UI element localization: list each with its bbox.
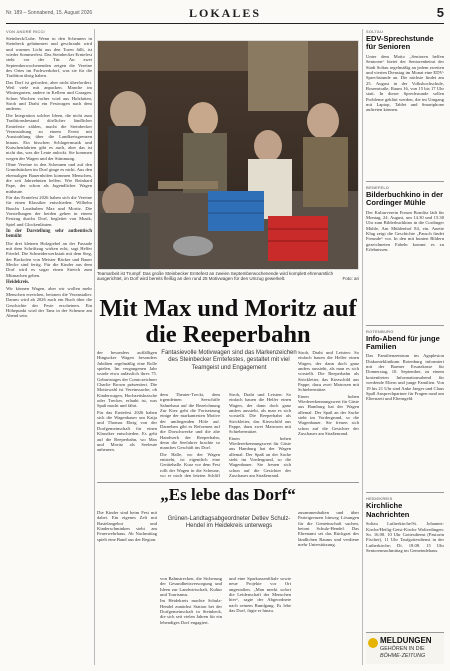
- story-paragraph: dem Theater-Trecki, dem irgendeinen Seeschiffe Sahnehaut auf die Bezeichnung Zur Kiez geht die Fortsetzung einige der markantesten Motive der umliegenden Höfe auf. Darneben gibt es Reformen auf die Dorschwerke und die alte Handwerk der Reeperbahn, denn die Seefahrer brachte so manches Geschäft ins Dorf.: [160, 392, 220, 451]
- story-paragraph: Die Halle, wo der Wagen entsteht, ist eigentlich eine Gerätehalle. Kurz vor dem Fest rollt der Wagen in die Scheune, wo er noch den letzten Schliff: [160, 451, 220, 479]
- main-story-col-1: [97, 350, 157, 480]
- issue-date: Nr. 189 – Sonnabend, 15. August 2026: [6, 10, 93, 16]
- meldungen-title: MELDUNGEN: [380, 636, 432, 645]
- caption-text: Teamarbeit ist Trumpf: Das große Steinbecker Erntefest an zweien Septemberwochenende wird komplett ehrenamtlich ausgerichtet, im Dorf wird bereits fleißig an den rund 25 Motivwagen für den Umzug gewerkelt.: [97, 271, 334, 282]
- second-story-col-3: [298, 510, 359, 666]
- brief-text: Soltau Lutherkirche/St. Johannis-Kirche/Heilig-Geist-Kirche Wolterdingen: So. 16.08. 10 Uhr Gottesdienst (Pastorin Fischer), 11 Uhr Taufgottesdienst in der Lutherkirche; Di. 18.08. 15 Uhr Seniorennachmittag im Gemeindehaus.: [366, 521, 444, 553]
- brief-headline: Bilderbuchkino in der Cordinger Mühle: [366, 189, 444, 208]
- left-paragraph: Die drei kleinen Holzgiebel an der Fassade mit dem Schriftzug wirken echt, sagt Helfer Friedel. Die Schneiderwerkstatt mit dem Steg, der Backofen von Meister Bäcker und Bauer Mecke sind fertig. Für die Kinder aus dem Dorf wird es sogar einen Streich zum Mitmachen geben.: [6, 240, 92, 278]
- main-headline: Mit Max und Moritz auf die Reeperbahn: [99, 295, 357, 348]
- right-column: [366, 29, 444, 629]
- workshop-scene-image: [98, 41, 359, 270]
- photo-credit: Foto: ari: [342, 276, 359, 282]
- left-paragraph: Ohne Vereine in den Scheunen und auf den Grundstücken im Dorf ginge es nicht. Aus den ehemaligen Bauernhöfen kommen Menschen, die seit Jahrzehnten helfen. Wie Reinhard Pape, der schon als Jugendlicher Wagen mitbaute.: [6, 161, 92, 194]
- second-story-col-2: [229, 576, 291, 666]
- story-paragraph: Für das Erntefest 2026 haben sich die Wagenbauer um Katja und Thomas Ehrig von der Dorfgemeinschaft für einen Klassiker entschieden. Es geht auf die Reeperbahn, wo Max und Moritz als Seeleute anheuern.: [97, 409, 157, 453]
- story-paragraph: Stroh, Draht und Leisten: So einfach bauen die Helfer einen Wagen, der dann doch ganz anders aussieht, als man es sich vorstellt. Die Reeperbahn als Strickleiter, das Kiezschild aus Pappe, dazu zwei Matrosen mit Schiebermütze.: [229, 392, 291, 435]
- newspaper-logo-icon: [368, 638, 378, 648]
- photo-caption: [97, 271, 359, 285]
- left-subhead: In der Darstellung sehr authentisch bemüht: [6, 229, 92, 240]
- brief-text: Das Familienzentrum im Agaplesion Diakonieklinikum Rotenburg informiert mit der Barmer Ersatzkasse für Donnerstag, 10. September, zu einem kostenfreien Informationsabend für werdende Eltern und junge Familien. Von 19 bis 21 Uhr sind Anke Jaeger und Claus Spall Ansprechpartner für Fragen rund um Elternzeit und Elterngeld.: [366, 353, 444, 402]
- page-number: 5: [436, 5, 444, 20]
- story-paragraph: Einen hohen Wiedererkennungswert für Gäste aus Hamburg hat der Wagen allemal. Der Spaß an der Sache steht im Vordergrund, so die Wagenbauer. Sie freuen sich schon auf die Gesichter der Zuschauer am Straßenrand.: [298, 393, 359, 437]
- brief-headline: Kirchliche Nachrichten: [366, 501, 410, 519]
- left-paragraph: Steinbeck/Luhe. Wenn in den Scheunen in Steinbeck gehämmert und geschraubt wird und warmes Licht aus den Toren fällt, ist wieder Sommerfest. Das Steinbecker Erntefest steht vor der Tür. An zwei Septemberwochenenden zeigen die Vereine des Ortes im Fachwerkdorf, was sie für die Tradition übrig haben.: [6, 36, 92, 79]
- section-title: LOKALES: [188, 6, 262, 20]
- story-paragraph: Stroh, Draht und Leisten: So einfach bauen die Helfer einen Wagen, der dann doch ganz anders aussieht, als man es sich vorstellt. Die Reeperbahn als Strickleiter, das Kiezschild aus Pappe, dazu zwei Matrosen mit Schiebermütze.: [298, 350, 359, 393]
- main-story-col-2: [160, 392, 220, 480]
- brief-text: Der Kulturverein Forum Bomlitz lädt für Montag, 24. August, um 14.30 und 15.30 Uhr zum Bilderbuchkino in die Cordinger Mühle, Am Mühlenhof 84, ein. Anette Klug zeigt die Geschichte „Pausch findet Freunde“ vor. In den mit bunten Bildern gezeichneten Fabeln kommt es zu Erlebnissen.: [366, 209, 444, 253]
- brief-kicker: SOLTAU: [366, 29, 384, 34]
- story-paragraph: Einen hohen Wiedererkennungswert für Gäste aus Hamburg hat der Wagen allemal. Der Spaß an der Sache steht im Vordergrund, so die Wagenbauer. Sie freuen sich schon auf die Gesichter der Zuschauer am Straßenrand.: [229, 435, 291, 479]
- column-divider: [94, 29, 95, 665]
- brief-kicker: ROTENBURG: [366, 328, 394, 334]
- second-headline: „Es lebe das Dorf“: [160, 485, 296, 504]
- brief-kicker: HEIDEKREIS: [366, 496, 393, 502]
- byline: VON ANDRÉ RICCI: [6, 29, 45, 34]
- story-paragraph: der besonders auffälligen Hingucker Wagen besonders Jubiläen regelmäßig eine Rolle spielen. Im vergangenen Jahr wurde etwa anlässlich ihres 75. Geburtstages der Comiczeichner Charlie Brown präsentiert. Die Mottowahl ist Vereinssache; ob Kinderwagen, Hochzeitskutsche oder Trecker, erlaubt ist, was Spaß macht und fährt.: [97, 350, 157, 409]
- left-column: [6, 29, 92, 665]
- main-story-col-4: [298, 350, 359, 480]
- brief-headline: Info-Abend für junge Familien: [366, 333, 440, 352]
- meldungen-box: [366, 632, 444, 664]
- page-header: [6, 4, 444, 24]
- brief-divider: [366, 492, 444, 493]
- second-deck: Grünen-Landtagsabgeordneter Detlev Schulz-Hendel im Heidekreis unterwegs: [167, 516, 291, 530]
- brief-kicker: BENEFELD: [366, 184, 390, 190]
- brief-divider: [366, 325, 444, 326]
- meldungen-line-2: BÖHME·ZEITUNG: [380, 653, 426, 659]
- story-paragraph: Die Kinder sind beim Fest mit dabei. Ein eigenes Zelt mit Bastelangebot und Kinderschminken steht am Feuerwehrhaus. Ab Nachmittag spielt eine Band aus der Region.: [97, 510, 157, 542]
- story-paragraph: zusammenhalten und über Parteigrenzen hinweg Lösungen für die Gemeinschaft suchen, betont Schulz-Hendel. Das Ehrenamt sei das Rückgrat des ländlichen Raums und verdiene mehr Unterstützung.: [298, 510, 359, 548]
- left-paragraph: Das Dorf ist gefordert, aber nicht überfordert. Weil viele mit anpacken. Manche im Wintergarten, andere in Kellern und Garagen. Schon Wochen vorher wird aus Holzlatten, Stroh und Draht ein Festwagen nach dem anderen.: [6, 79, 92, 112]
- left-paragraph: Wir können Wagen, aber wir wollen mehr Menschen erreichen, betonen die Veranstalter. Darum wird ab 2026 auch ein Buch über die Geschichte der Feste erscheinen. Ein Höhepunkt wird der Tanz in der Scheune am Abend sein.: [6, 286, 92, 319]
- second-story-col-0: [97, 510, 157, 666]
- story-paragraph: von Bahnstrecken, die Sicherung der Gesundheitsversorgung und Ideen zur Landwirtschaft, Kultur und Tourismus.: [160, 576, 222, 598]
- story-paragraph: Im Heidekreis machte Schulz-Hendel zunächst Station bei der Dorfgemeinschaft in Steinbeck, die sich seit vielen Jahren für ein lebendiges Dorf engagiert.: [160, 598, 222, 625]
- left-paragraph: Die Integration solcher Ideen, die nicht zum Traditionsbestand dörflicher ländlicher Erntefeste zählen, macht die Steinbecker Veranstaltung zu einem Event mit Ausstrahlung über die Landkreisgrenzen hinaus. Ein bisschen Schlagermusik und Kutschenfahrten gibt es auch, aber das ist nicht das, was die Leute anlockt. Sie kommen wegen der Wagen und der Stimmung.: [6, 112, 92, 161]
- main-story-col-3: [229, 392, 291, 480]
- left-subhead-2: Heidekreis.: [6, 280, 30, 286]
- main-deck: Fantasievolle Motivwagen sind das Markenzeichen des Steinbecker Erntefestes, gestaltet mit viel Teamgeist und Engagement: [161, 350, 297, 371]
- brief-divider: [366, 181, 444, 182]
- brief-text: Unter dem Motto „Senioren helfen Senioren“ bietet der Seniorenbeirat der Stadt Soltau regelmäßig an jedem zweiten und vierten Dienstag im Monat eine EDV-Sprechstunde an. Die nächste findet am 25. August in der Volkshochschule, Rosenstraße, Raum 16, von 15 bis 17 Uhr statt. In dieser Sprechstunde sollen Probleme geklärt werden, die im Umgang mit Laptop, Tablet und Smartphone auftreten können.: [366, 53, 444, 113]
- meldungen-line-1: GEHÖREN IN DIE: [380, 646, 425, 652]
- brief-headline: EDV-Sprechstunde für Senioren: [366, 34, 434, 52]
- second-story-col-1: [160, 576, 222, 666]
- left-paragraph: Für das Erntefest 2026 haben sich die Vereine für einen Klassiker entschieden: Wilhelm Buschs Lausbuben Max und Moritz. Die Vorstellungen der beiden gehen in einem Festzug durchs Dorf, begleitet von Musik, Spiel und Glockenläuten.: [6, 194, 92, 227]
- news-photo: [97, 40, 359, 270]
- story-divider: [97, 482, 359, 483]
- story-paragraph: und eine Sparkassenfiliale sowie neue Projekte vor Ort angestoßen. „Man merkt sofort die Leidenschaft der Menschen hier“, sagte der Abgeordnete nach seinem Rundgang. Es lebe das Dorf, fügte er hinzu.: [229, 576, 291, 614]
- column-divider: [362, 29, 363, 665]
